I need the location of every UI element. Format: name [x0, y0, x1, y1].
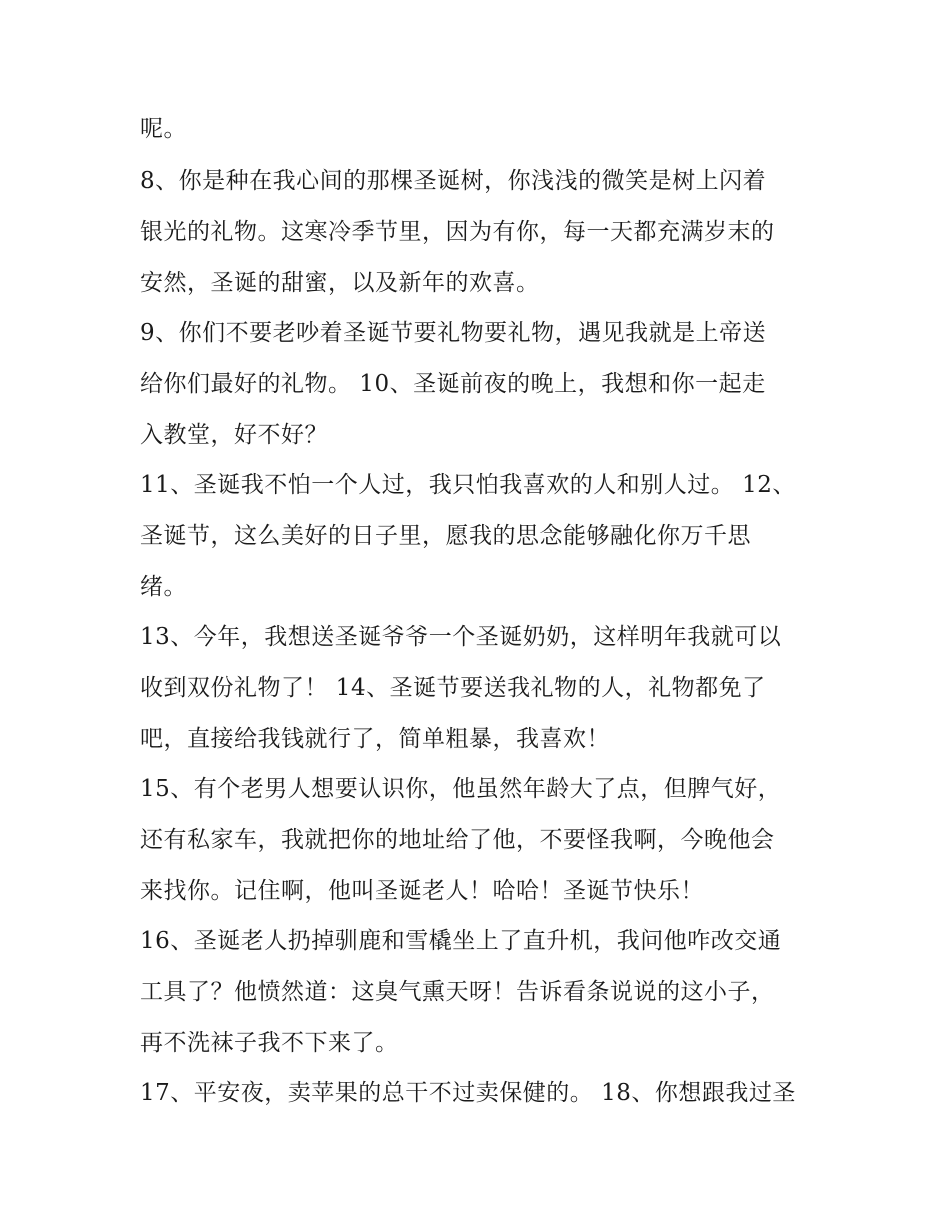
text-line: 安然，圣诞的甜蜜，以及新年的欢喜。 — [140, 270, 540, 296]
text-line: 16、圣诞老人扔掉驯鹿和雪橇坐上了直升机，我问他咋改交通 — [140, 928, 782, 954]
text-line: 还有私家车，我就把你的地址给了他，不要怪我啊，今晚他会 — [140, 827, 775, 853]
text-line: 呢。 — [140, 116, 187, 142]
text-line: 9、你们不要老吵着圣诞节要礼物要礼物，遇见我就是上帝送 — [140, 320, 767, 346]
text-line: 8、你是种在我心间的那棵圣诞树，你浅浅的微笑是树上闪着 — [140, 168, 767, 194]
text-line: 入教堂，好不好？ — [140, 422, 328, 448]
text-line: 圣诞节，这么美好的日子里，愿我的思念能够融化你万千思 — [140, 523, 751, 549]
text-line: 来找你。记住啊，他叫圣诞老人！哈哈！圣诞节快乐！ — [140, 878, 704, 904]
text-line: 17、平安夜，卖苹果的总干不过卖保健的。 18、你想跟我过圣 — [140, 1080, 796, 1106]
text-line: 银光的礼物。这寒冷季节里，因为有你，每一天都充满岁末的 — [140, 219, 775, 245]
text-line: 给你们最好的礼物。 10、圣诞前夜的晚上，我想和你一起走 — [140, 371, 766, 397]
text-line: 13、今年，我想送圣诞爷爷一个圣诞奶奶，这样明年我就可以 — [140, 624, 782, 650]
text-line: 再不洗袜子我不下来了。 — [140, 1030, 399, 1056]
text-line: 绪。 — [140, 574, 187, 600]
text-line: 工具了？他愤然道：这臭气熏天呀！告诉看条说说的这小子， — [140, 979, 775, 1005]
text-line: 11、圣诞我不怕一个人过，我只怕我喜欢的人和别人过。 12、 — [140, 472, 796, 498]
text-line: 吧，直接给我钱就行了，简单粗暴，我喜欢！ — [140, 726, 610, 752]
text-line: 15、有个老男人想要认识你，他虽然年龄大了点，但脾气好， — [140, 776, 782, 802]
text-line: 收到双份礼物了！ 14、圣诞节要送我礼物的人，礼物都免了 — [140, 675, 766, 701]
